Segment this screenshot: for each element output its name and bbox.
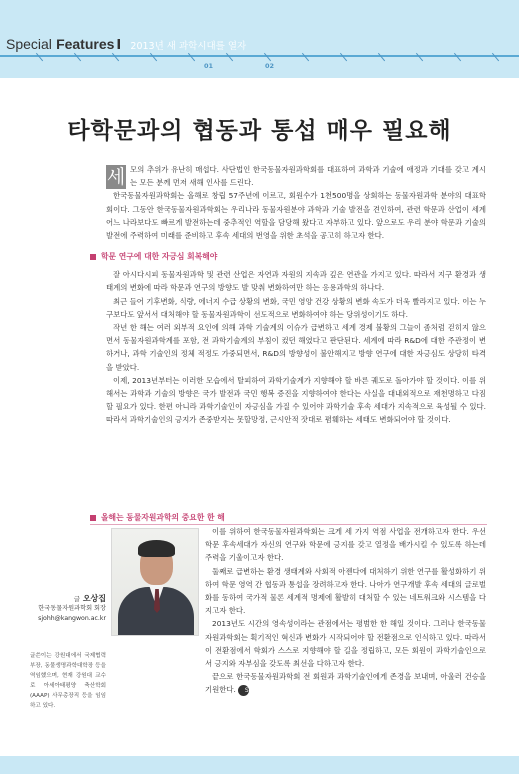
author-title: 한국동물자원과학회 회장 xyxy=(38,605,106,612)
closing-paragraph xyxy=(205,670,486,696)
section-paragraph: 이제, 2013년부터는 이러한 모습에서 탈피하여 과학기술계가 지향해야 할 바른 궤도로 돌아가야 할 것이다. 이를 위해서는 과학과 기술의 방향은 국가 발전과 국민 행복 증진을 지향하여야 한다는 사실을 대내외적으로 재천명하고 다짐할 필요가 있다. 한편 아니라 과학기술인이 자긍심을 가질 수 있어야 과학기술 후속 세대가 지속적으로 육성될 수 있다. 따라서 과학기술인의 긍지가 존중받지는 못할망정, 근시안적 잣대로 폄훼하는 세태도 변화되어야 할 것이다. xyxy=(106,375,486,425)
slash-mark xyxy=(188,52,196,61)
series-title xyxy=(6,36,246,53)
series-features-label: Features xyxy=(56,36,115,52)
slash-mark xyxy=(302,52,310,61)
section-number-01: 01 xyxy=(204,62,214,70)
series-special-label: Special xyxy=(6,36,52,52)
intro-paragraph: 모의 추위가 유난히 매섭다. 사단법인 한국동물자원과학회를 대표하여 과학과 기술에 애정과 기대를 갖고 계시는 모든 분께 먼저 새해 인사를 드린다. xyxy=(130,165,486,188)
author-info xyxy=(30,594,106,624)
slash-mark xyxy=(454,52,462,61)
author-by-label: 글 xyxy=(73,595,81,603)
slash-mark xyxy=(416,52,424,61)
section-paragraph: 최근 들어 기후변화, 식량, 에너지 수급 상황의 변화, 국민 영양 건강 상황의 변화 속도가 더욱 빨라지고 있다. 이는 누구보다도 앞서서 대처해야 할 동물자원과학이 선도적으로 변화하여야 하는 당위성이기도 하다. xyxy=(106,296,486,319)
section-heading xyxy=(90,251,486,263)
series-separator: I xyxy=(116,38,122,53)
slash-mark xyxy=(492,52,500,61)
author-name-line xyxy=(30,594,106,604)
slash-mark xyxy=(74,52,82,61)
article-body xyxy=(101,163,486,427)
slash-mark xyxy=(36,52,44,61)
photo-hair xyxy=(138,540,175,557)
intro-block xyxy=(106,163,486,189)
end-mark-icon: SF xyxy=(238,685,249,696)
section-square-icon xyxy=(90,254,96,260)
slash-mark xyxy=(264,52,272,61)
section-paragraph: 작년 한 해는 여러 외부적 요인에 의해 과학 기술계의 이슈가 급변하고 세계 경제 불황의 그늘이 좀처럼 걷히지 않으면서 동물자원과학계를 포함, 전 과학기술계의 부침이 컸던 해였다고 판단된다. 세계에 따라 R&D에 대한 주관정이 변하거나, 과학 기술인의 정체 적정도 가중되면서, R&D의 방향성이 불안해지고 방향 연구에 대한 자긍심도 상당히 타격을 받았다. xyxy=(106,323,486,372)
slash-mark xyxy=(340,52,348,61)
section-heading-text: 올해는 동물자원과학의 중요한 한 해 xyxy=(101,513,225,522)
section-paragraph: 둘째로 급변하는 환경 생태계와 사회적 아젠다에 대처하기 위한 연구를 활성화하기 위하여 학문 영역 간 협동과 통섭을 장려하고자 한다. 나아가 연구개발 후속 세대의 글로벌화를 동하여 국가적 물론 세계적 명제에 활발히 대처할 수 있는 네트워크와 시스템을 다지고자 한다. xyxy=(205,566,486,616)
slash-mark xyxy=(112,52,120,61)
section2-body xyxy=(205,525,486,697)
author-email: sjohh@kangwon.ac.kr xyxy=(38,615,106,622)
section-heading xyxy=(90,512,225,523)
section-number-02: 02 xyxy=(265,62,275,70)
drop-cap: 세 xyxy=(106,166,126,188)
section-square-icon xyxy=(90,515,96,521)
section-heading-text: 학문 연구에 대한 자긍심 회복해야 xyxy=(101,252,218,262)
closing-text: 끝으로 한국동물자원과학회 전 회원과 과학기술인에게 존경을 보내며, 아울러 건승을 기원한다. xyxy=(205,672,486,695)
intro-paragraph: 한국동물자원과학회는 올해로 창립 57주년에 이르고, 회원수가 1천500명을 상회하는 동물자원과학 분야의 대표학회이다. 그동안 한국동물자원과학회는 우리나라 동물자원분야 과학과 기술 발전을 견인하여, 관련 학문과 산업이 세계 어느 나라보다도 빠르게 발전하는데 중추적인 역할을 담당해 왔다고 자부하고 있다. 앞으로도 우리 분야 학문과 기술의 발전에 주력하여 미래를 준비하고 후속 세대의 번영을 위한 초석을 공고히 하고자 한다. xyxy=(106,191,486,241)
slash-mark xyxy=(378,52,386,61)
author-photo xyxy=(111,528,199,636)
author-name: 오상집 xyxy=(82,594,106,603)
section-paragraph: 2013년도 시간의 영속성이라는 관점에서는 평범한 한 해일 것이다. 그러나 한국동물자원과학회는 획기적인 혁신과 변화가 시작되어야 할 전환점으로 인식하고 있다. 따라서 이 전환점에서 학회가 스스로 지향해야 할 길을 정립하고, 모든 회원이 과학기술인으로서 긍지와 자부심을 갖도록 최선을 다하고자 한다. xyxy=(205,619,486,669)
article-title: 타학문과의 협동과 통섭 매우 필요해 xyxy=(67,117,452,144)
slash-mark xyxy=(150,52,158,61)
section-paragraph: 이를 위하여 한국동물자원과학회는 크게 세 가지 역점 사업을 전개하고자 한다. 우선 학문 후속세대가 자신의 연구와 학문에 긍지를 갖고 열정을 배가시킬 수 있도록 하는데 주력을 기울이고자 한다. xyxy=(205,527,486,563)
series-subtitle: 2013년 새 과학시대를 열자 xyxy=(130,41,247,52)
footer-band xyxy=(0,756,519,774)
header-band xyxy=(0,0,519,78)
section-paragraph: 잘 아시다시피 동물자원과학 및 관련 산업은 자연과 자원의 지속과 깊은 연관을 가지고 있다. 따라서 지구 환경과 생태계의 변화에 따라 학문과 연구의 방향도 발 맞춰 변화하여만 하는 응용과학의 하나다. xyxy=(106,270,486,293)
slash-mark xyxy=(226,52,234,61)
author-bio: 글쓴이는 강원대에서 국제협력부장, 동물생명과학대학장 등을 역임했으며, 현재 강원대 교수로 아세아태평양 축산학회(AAAP) 사무총장직 등을 임임하고 있다. xyxy=(30,653,106,709)
